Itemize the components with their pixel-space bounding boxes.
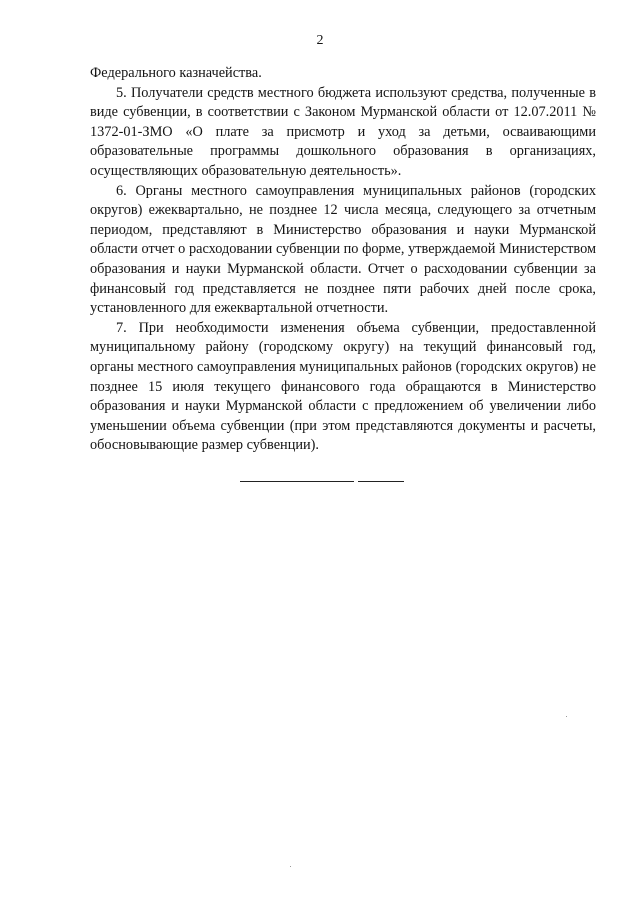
document-body	[90, 64, 596, 456]
end-separator-line-tail	[358, 481, 404, 482]
scan-speck	[566, 716, 567, 717]
page-number: 2	[316, 33, 324, 48]
paragraph-item-7: 7. При необходимости изменения объема субвенции, предоставленной муниципальному району (городскому округу) на текущий финансовый год, органы местного самоуправления муниципальных районов (городских округов) не позднее 15 июля текущего финансового года обращаются в Министерство образования и науки Мурманской области с предложением об увеличении либо уменьшении объема субвенции (при этом представляются документы и расчеты, обосновывающие размер субвенции).	[90, 319, 596, 454]
paragraph-item-6: 6. Органы местного самоуправления муниципальных районов (городских округов) ежеквартально, не позднее 12 числа месяца, следующего за отчетным периодом, представляют в Министерство образования и науки Мурманской области отчет о расходовании субвенции по форме, утверждаемой Министерством образования и науки Мурманской области. Отчет о расходовании субвенции за финансовый год представляется не позднее пяти рабочих дней после срока, установленного для ежеквартальной отчетности.	[90, 182, 596, 317]
end-separator-line	[240, 481, 354, 482]
paragraph-item-5: 5. Получатели средств местного бюджета используют средства, полученные в виде субвенции, в соответствии с Законом Мурманской области от 12.07.2011 № 1372-01-ЗМО «О плате за присмотр и уход за детьми, осваивающими образовательные программы дошкольного образования в организациях, осуществляющих образовательную деятельность».	[90, 84, 596, 179]
scan-speck	[290, 866, 291, 867]
paragraph-continuation: Федерального казначейства.	[90, 65, 262, 81]
